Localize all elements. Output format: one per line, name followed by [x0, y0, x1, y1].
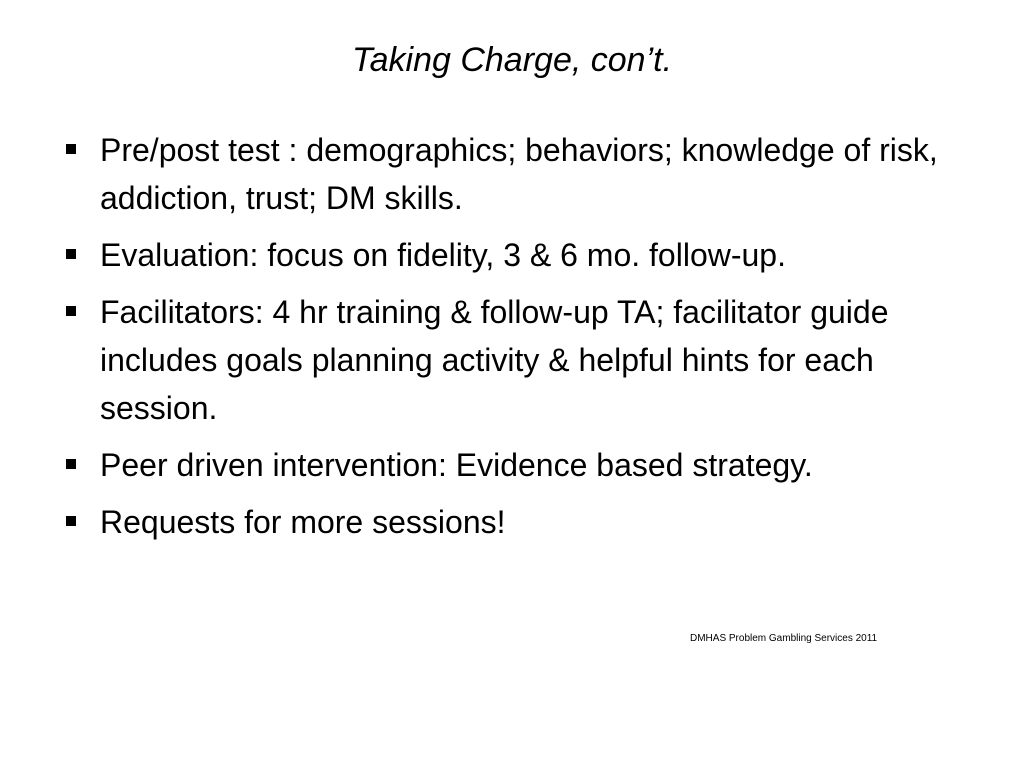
square-bullet-icon [66, 306, 76, 316]
bullet-item [62, 498, 962, 546]
square-bullet-icon [66, 249, 76, 259]
bullet-text: Facilitators: 4 hr training & follow-up TA; facilitator guide includes goals planning activity & helpful hints for each session. [100, 294, 889, 426]
slide-title: Taking Charge, con’t. [351, 41, 673, 79]
bullet-text: Requests for more sessions! [100, 504, 506, 540]
square-bullet-icon [66, 144, 76, 154]
square-bullet-icon [66, 516, 76, 526]
bullet-item [62, 126, 962, 222]
bullet-text: Peer driven intervention: Evidence based strategy. [100, 447, 813, 483]
bullet-item [62, 288, 962, 432]
bullet-text: Evaluation: focus on fidelity, 3 & 6 mo. follow-up. [100, 237, 786, 273]
bullet-item [62, 231, 962, 279]
square-bullet-icon [66, 459, 76, 469]
bullet-list [62, 126, 962, 555]
footer-credit: DMHAS Problem Gambling Services 2011 [690, 633, 878, 644]
bullet-item [62, 441, 962, 489]
bullet-text: Pre/post test : demographics; behaviors; knowledge of risk, addiction, trust; DM skills. [100, 132, 938, 216]
